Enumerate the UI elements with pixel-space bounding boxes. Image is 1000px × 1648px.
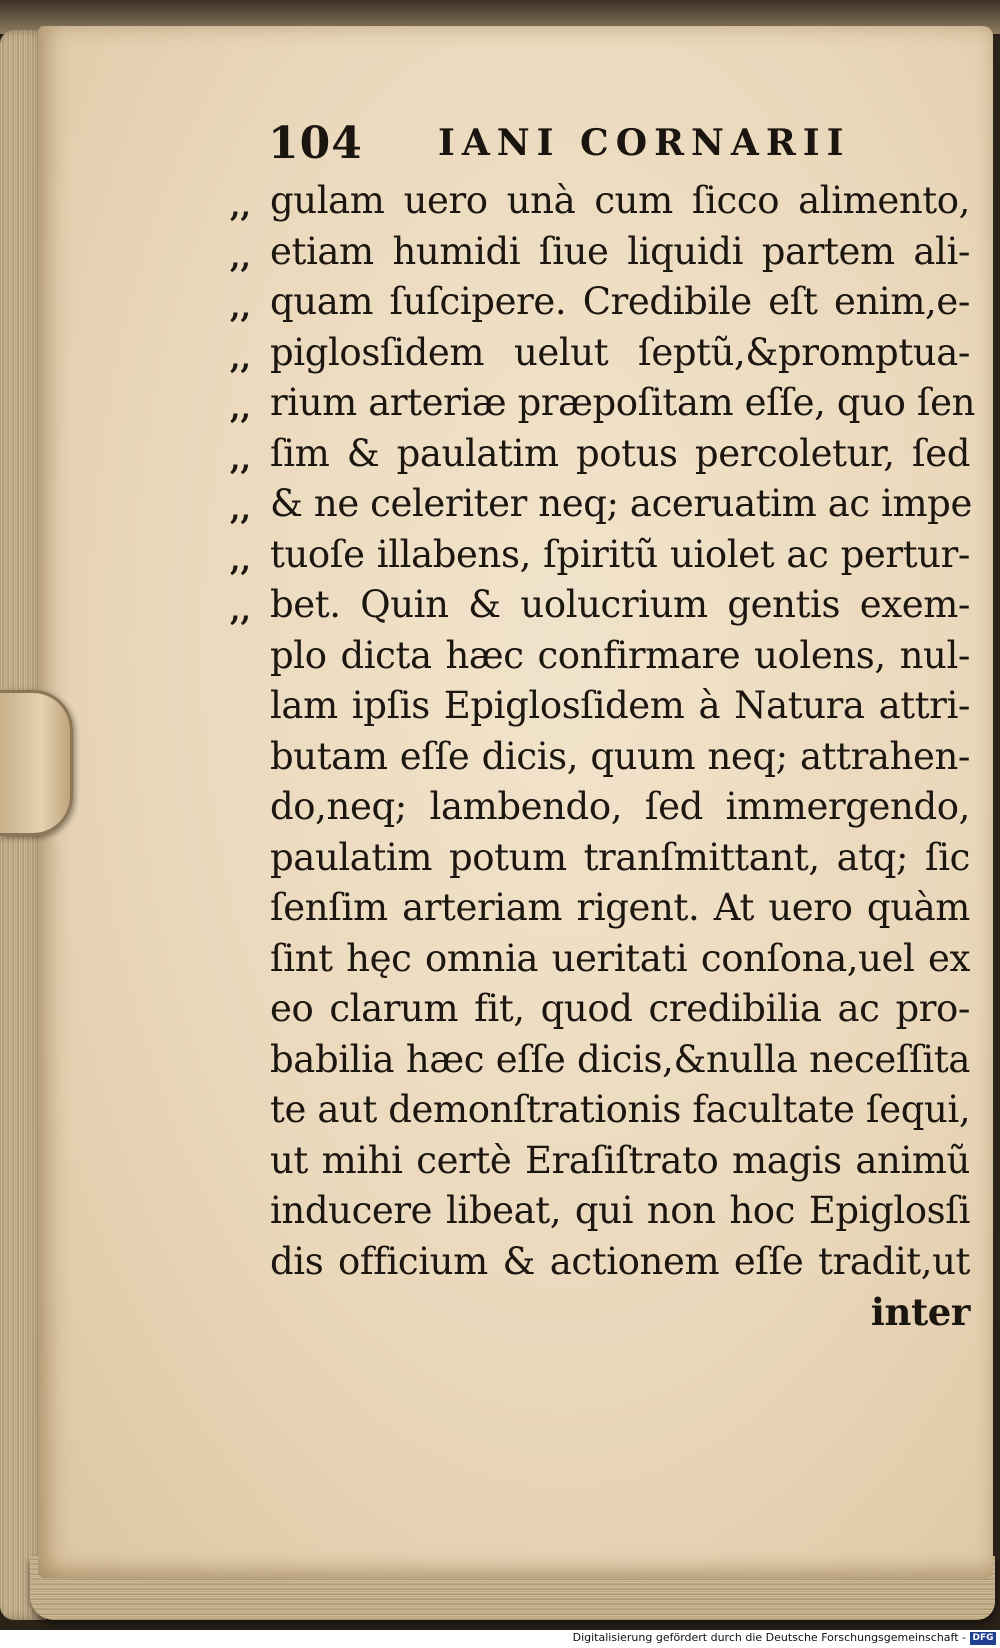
catchword-line [230,1287,975,1338]
footer-credit: Digitalisierung gefördert durch die Deutsche Forschungsgemeinschaft - [572,1631,966,1644]
text-line [230,479,975,530]
line-text: & ne celeriter neq; aceruatim ac impe [270,482,972,525]
text-line [230,883,975,934]
quotation-mark: ,, [230,593,251,628]
running-head: IANI CORNARII [438,122,851,164]
text-line [230,934,975,985]
line-text: ſim & paulatim potus percoletur, ſed [270,431,970,475]
quotation-mark: ,, [230,189,251,224]
line-text: do,neq; lambendo, ſed immergendo, [270,785,970,828]
text-line [230,580,975,631]
quotation-mark: ,, [230,441,251,477]
text-block [230,176,975,1338]
text-line [230,782,975,833]
text-line [230,328,975,379]
page-clip [0,690,73,836]
line-text: ſint hęc omnia ueritati conſona,uel ex [270,936,970,980]
quotation-mark: ,, [230,340,251,376]
line-text: babilia hæc eſſe dicis,&nulla neceſſita [270,1037,970,1081]
line-text: rium arteriæ præpoſitam eſſe, quo ſen [270,381,976,424]
line-text: butam eſſe dicis, quum neq; attrahen- [270,734,970,778]
text-line [230,833,975,884]
line-text: te aut demonſtrationis facultate ſequi, [270,1088,971,1131]
line-text: gulam uero unà cum ſicco alimento, [270,179,970,222]
text-line [230,176,975,227]
line-text: plo dicta hæc confirmare uolens, nul- [270,633,970,677]
text-line [230,378,975,429]
line-text: etiam humidi ſiue liquidi partem ali- [270,229,970,273]
page-header [268,118,968,178]
text-line [230,429,975,480]
page-number: 104 [268,118,363,169]
quotation-mark: ,, [230,239,251,275]
text-line [230,1186,975,1237]
quotation-mark: ,, [230,290,251,325]
line-text: dis officium & actionem eſſe tradit,ut [270,1239,970,1283]
text-line [230,732,975,783]
text-line [230,1136,975,1187]
digitization-footer [0,1630,1000,1648]
dfg-logo: DFG [970,1632,996,1645]
catchword: inter [870,1290,970,1334]
line-text: ſenſim arteriam rigent. At uero quàm [270,886,970,929]
text-line [230,530,975,581]
text-line [230,1085,975,1136]
quotation-mark: ,, [230,391,251,426]
line-text: paulatim potum tranſmittant, atq; ſic [270,835,970,879]
quotation-mark: ,, [230,492,251,527]
text-line [230,227,975,278]
text-line [230,631,975,682]
text-line [230,1237,975,1288]
line-text: quam ſuſcipere. Credibile eſt enim,e- [270,280,970,323]
quotation-mark: ,, [230,542,251,578]
line-text: piglosſidem uelut ſeptũ,&promptua- [270,330,970,374]
text-line [230,277,975,328]
line-text: bet. Quin & uolucrium gentis exem- [270,583,970,626]
text-line [230,1035,975,1086]
text-line [230,984,975,1035]
line-text: tuoſe illabens, ſpiritũ uiolet ac pertur- [270,532,970,576]
line-text: ut mihi certè Eraſiſtrato magis animũ [270,1138,970,1182]
line-text: lam ipſis Epiglosſidem à Natura attri- [270,684,970,727]
text-line [230,681,975,732]
line-text: eo clarum fit, quod credibilia ac pro- [270,987,970,1030]
line-text: inducere libeat, qui non hoc Epiglosſi [270,1189,970,1232]
